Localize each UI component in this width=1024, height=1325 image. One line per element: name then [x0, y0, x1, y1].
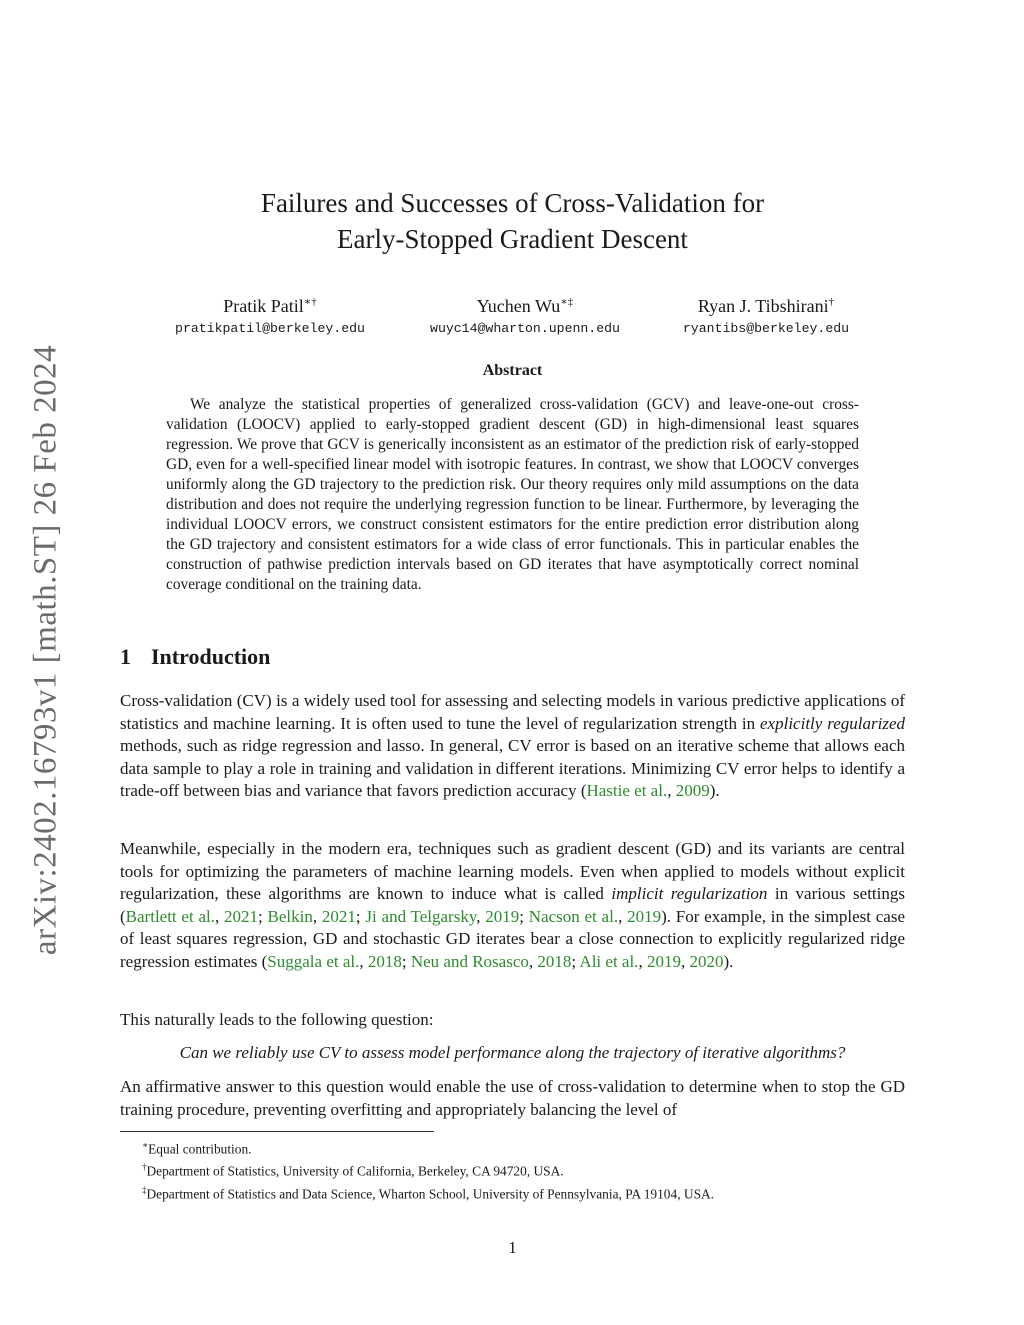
emphasis-implicit-regularization: implicit regularization: [611, 884, 768, 904]
intro-paragraph-2: Meanwhile, especially in the modern era, techniques such as gradient descent (GD) and its variants are central tools for optimizing the parameters of machine learning models. Even when applied to models without explicit regularization, these algorithms are known to induce what is called implicit regularization in various settings (Bartlett et al., 2021; Belkin, 2021; Ji and Telgarsky, 2019; Nacson et al., 2019). For example, in the simplest case of least squares regression, GD and stochastic GD iterates bear a close connection to explicitly regularized ridge regression estimates (Suggala et al., 2018; Neu and Rosasco, 2018; Ali et al., 2019, 2020).: [120, 839, 906, 971]
section-heading-introduction: [120, 644, 270, 670]
footnote-3: ‡Department of Statistics and Data Science, Wharton School, University of Pennsylvania, PA 19104, USA.: [142, 1184, 715, 1202]
citation-hastie[interactable]: Hastie et al.: [586, 781, 668, 801]
title-line-2: Early-Stopped Gradient Descent: [337, 224, 688, 254]
section-number: 1: [120, 644, 131, 669]
citation-ji-telgarsky-year[interactable]: 2019: [485, 906, 520, 926]
citation-bartlett-year[interactable]: 2021: [224, 906, 259, 926]
citation-ji-telgarsky[interactable]: Ji and Telgarsky: [365, 906, 477, 926]
author-2-marks: ∗‡: [560, 296, 574, 308]
citation-nacson-year[interactable]: 2019: [627, 906, 662, 926]
intro-paragraph-3: This naturally leads to the following question:: [120, 1010, 434, 1029]
citation-ali-year-2019[interactable]: 2019: [646, 951, 681, 971]
footnotes: [142, 1136, 905, 1203]
author-1: [150, 290, 390, 340]
footnote-divider: [120, 1131, 434, 1132]
footnote-2: †Department of Statistics, University of California, Berkeley, CA 94720, USA.: [142, 1162, 564, 1179]
author-1-name: Pratik Patil: [223, 296, 304, 316]
author-3-marks: †: [828, 296, 835, 308]
author-3-email[interactable]: ryantibs@berkeley.edu: [682, 321, 850, 336]
author-2: [405, 290, 645, 340]
page-number: 1: [508, 1238, 517, 1257]
citation-ali-year-2020[interactable]: 2020: [689, 951, 724, 971]
citation-bartlett[interactable]: Bartlett et al.: [125, 906, 215, 926]
emphasis-explicitly-regularized: explicitly regularized: [760, 713, 905, 733]
citation-nacson[interactable]: Nacson et al.: [528, 906, 619, 926]
citation-ali[interactable]: Ali et al.: [579, 951, 639, 971]
author-3: [646, 290, 886, 340]
citation-suggala-year[interactable]: 2018: [367, 951, 402, 971]
author-2-email[interactable]: wuyc14@wharton.upenn.edu: [430, 321, 620, 336]
arxiv-stamp: arXiv:2402.16793v1 [math.ST] 26 Feb 2024: [27, 344, 64, 956]
title-line-1: Failures and Successes of Cross-Validation for: [260, 188, 765, 218]
intro-paragraph-4: An affirmative answer to this question would enable the use of cross-validation to determine when to stop the GD training procedure, preventing overfitting and appropriately balancing the level of: [120, 1077, 905, 1119]
citation-neu-rosasco-year[interactable]: 2018: [537, 951, 572, 971]
research-question: Can we reliably use CV to assess model performance along the trajectory of iterative algorithms?: [179, 1043, 846, 1062]
citation-belkin[interactable]: Belkin: [267, 906, 313, 926]
paper-title: [120, 185, 905, 257]
author-1-email[interactable]: pratikpatil@berkeley.edu: [175, 321, 365, 336]
abstract-heading: Abstract: [482, 362, 543, 379]
intro-paragraph-1: Cross-validation (CV) is a widely used tool for assessing and selecting models in various predictive applications of statistics and machine learning. It is often used to tune the level of regularization strength in explicitly regularized methods, such as ridge regression and lasso. In general, CV error is based on an iterative scheme that allows each data sample to play a role in training and validation in different iterations. Minimizing CV error helps to identify a trade-off between bias and variance that favors prediction accuracy (Hastie et al., 2009).: [120, 691, 905, 801]
citation-belkin-year[interactable]: 2021: [321, 906, 356, 926]
author-1-marks: ∗†: [303, 296, 317, 308]
section-title: Introduction: [151, 644, 271, 669]
abstract-text: We analyze the statistical properties of generalized cross-validation (GCV) and leave-one-out cross-validation (LOOCV) applied to early-stopped gradient descent (GD) in high-dimensional least squares regression. We prove that GCV is generically inconsistent as an estimator of the prediction risk of early-stopped GD, even for a well-specified linear model with isotropic features. In contrast, we show that LOOCV converges uniformly along the GD trajectory to the prediction risk. Our theory requires only mild assumptions on the data distribution and does not require the underlying regression function to be linear. Furthermore, by leveraging the individual LOOCV errors, we construct consistent estimators for the entire prediction error distribution along the GD trajectory and consistent estimators for a wide class of error functionals. This in particular enables the construction of pathwise prediction intervals based on GD iterates that have asymptotically correct nominal coverage conditional on the training data.: [166, 396, 859, 593]
author-3-name: Ryan J. Tibshirani: [697, 296, 829, 316]
author-2-name: Yuchen Wu: [476, 296, 561, 316]
citation-suggala[interactable]: Suggala et al.: [267, 951, 360, 971]
footnote-1: ∗Equal contribution.: [142, 1140, 252, 1157]
citation-neu-rosasco[interactable]: Neu and Rosasco: [410, 951, 529, 971]
citation-hastie-year[interactable]: 2009: [675, 781, 710, 801]
